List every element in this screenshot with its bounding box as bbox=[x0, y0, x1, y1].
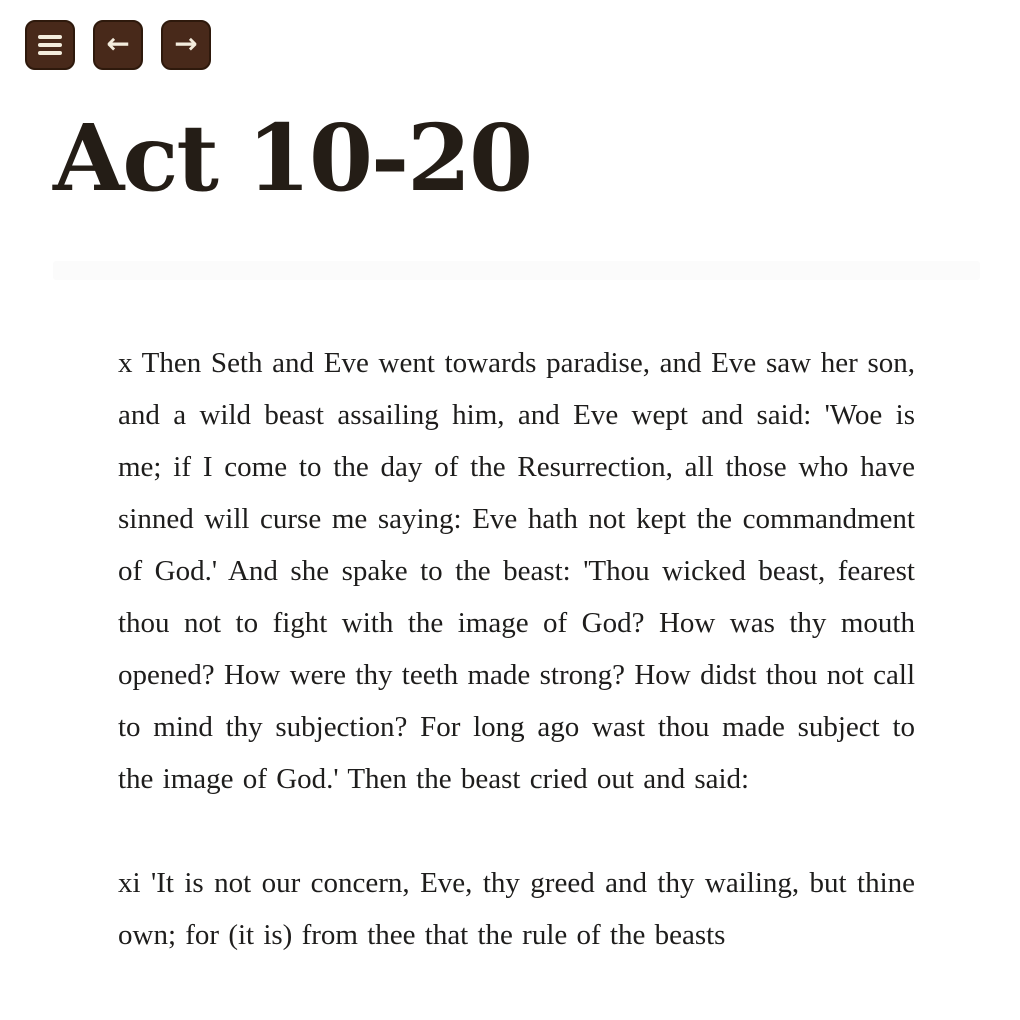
arrow-left-icon: ← bbox=[106, 27, 130, 60]
scripture-text bbox=[118, 337, 915, 1013]
paragraph-verse-x: x Then Seth and Eve went towards paradise, and Eve saw her son, and a wild beast assailing him, and Eve wept and said: 'Woe is me; if I come to the day of the Resurrection, all those who have sinned will curse me saying: Eve hath not kept the commandment of God.' And she spake to the beast: 'Thou wicked beast, fearest thou not to fight with the image of God? How was thy mouth opened? How were thy teeth made strong? How didst thou not call to mind thy subjection? For long ago wast thou made subject to the image of God.' Then the beast cried out and said: bbox=[118, 347, 915, 795]
page-title: Act 10-20 bbox=[53, 104, 532, 212]
arrow-right-icon: → bbox=[174, 27, 198, 60]
header-divider bbox=[53, 261, 980, 280]
paragraph-verse-xi: xi 'It is not our concern, Eve, thy greed and thy wailing, but thine own; for (it is) from thee that the rule of the beasts bbox=[118, 867, 915, 951]
menu-button[interactable] bbox=[25, 20, 75, 70]
hamburger-icon bbox=[38, 35, 62, 55]
previous-chapter-button[interactable] bbox=[93, 20, 143, 70]
next-chapter-button[interactable] bbox=[161, 20, 211, 70]
toolbar bbox=[25, 20, 211, 70]
